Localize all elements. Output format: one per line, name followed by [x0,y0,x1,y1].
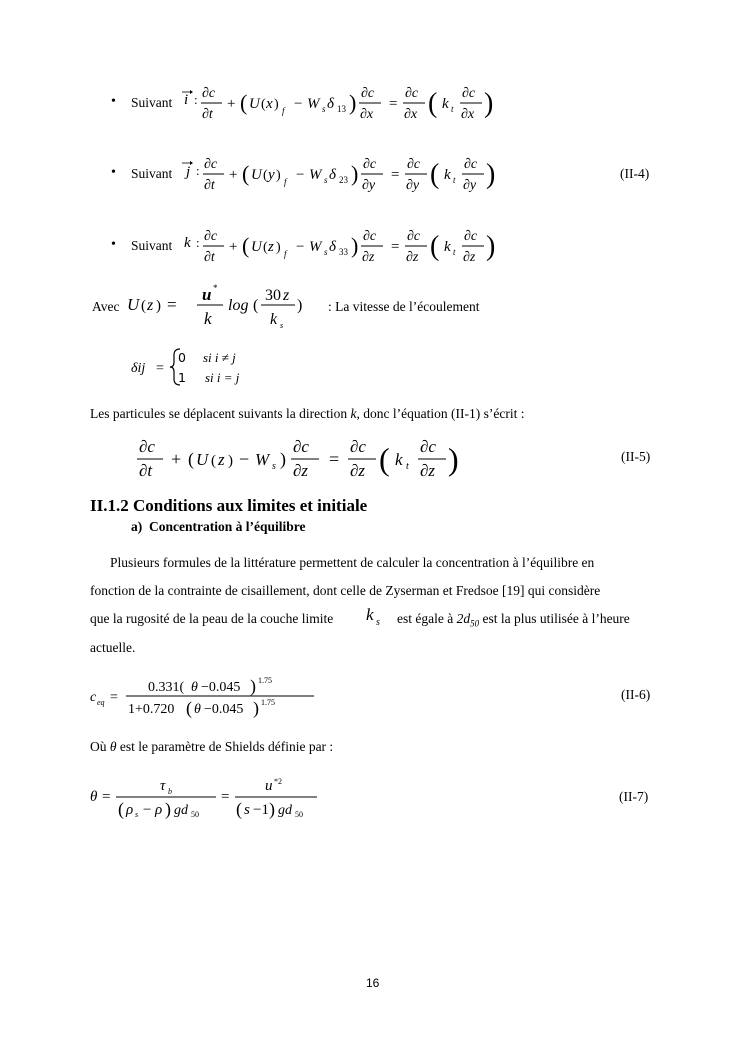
svg-text:=: = [110,690,118,705]
svg-text:=: = [391,239,400,255]
delta-row2-value: 1 [178,370,186,385]
svg-text:k: k [184,235,191,251]
svg-text:∂c: ∂c [462,86,476,101]
svg-text:(: ( [186,698,192,718]
svg-text:33: 33 [339,247,348,257]
svg-text:s: s [280,321,284,330]
svg-text:∂c: ∂c [361,86,375,101]
svg-text:k: k [442,96,449,112]
svg-text:): ) [269,799,275,819]
svg-text:=: = [102,789,111,805]
svg-text:(: ( [263,240,268,255]
svg-text:s: s [324,175,328,185]
shields-text-theta: θ [109,739,117,754]
equation-number: (II-6) [621,687,651,702]
particles-text-end: , donc l’équation (II-1) s’écrit : [356,406,525,421]
svg-text:): ) [351,161,359,186]
svg-text:): ) [250,676,256,696]
svg-text:∂c: ∂c [464,157,478,172]
svg-text:k: k [270,311,278,328]
ks-symbol [360,604,390,630]
svg-text:W: W [307,96,320,112]
svg-text:i: i [184,92,189,108]
section-title: II.1.2 Conditions aux limites et initiale [90,496,368,515]
svg-text::: : [196,235,200,250]
svg-text:∂y: ∂y [463,178,477,193]
equation-ii-5 [133,436,513,480]
shields-text [90,740,333,754]
svg-text:W: W [255,450,270,469]
svg-text:z: z [218,450,225,469]
svg-text:z: z [268,239,274,255]
svg-text:(: ( [261,97,266,112]
svg-text:δ: δ [329,167,336,183]
particles-text-k: k [350,406,357,421]
svg-text:+: + [229,167,238,183]
delta-lhs: δij [131,361,146,376]
paragraph-line-2: fonction de la contrainte de cisaillement, dont celle de Zyserman et Fredsoe [19] qui considère [90,583,601,598]
svg-text:U: U [251,239,262,255]
avec-description: : La vitesse de l’écoulement [328,299,480,314]
svg-text:−: − [294,96,303,112]
paragraph-line-3-end [397,612,630,629]
svg-text:f: f [284,249,287,259]
svg-text:): ) [276,168,281,183]
paragraph-line-3a: que la rugosité de la peau de la couche limite [90,611,334,626]
svg-text:c: c [90,690,97,705]
paragraph-line-3c: 2d [456,611,471,626]
svg-text:30: 30 [265,287,281,304]
svg-text:+: + [229,239,238,255]
svg-text:): ) [253,698,259,718]
svg-text:k: k [444,167,451,183]
svg-text:gd: gd [278,803,292,818]
svg-text:ρ: ρ [126,802,134,818]
svg-text:): ) [228,453,233,469]
svg-text:y: y [268,167,275,183]
svg-text:log: log [228,297,249,314]
particles-text [90,407,524,421]
svg-text:θ: θ [194,702,201,717]
svg-text:s: s [244,802,250,818]
svg-text:t: t [453,175,456,185]
svg-text:k: k [366,605,374,624]
svg-text:∂c: ∂c [202,86,216,101]
equation-k [180,225,540,269]
paragraph-line-3 [90,612,333,626]
svg-text:t: t [453,247,456,257]
delta-row1-condition: si i ≠ j [203,350,236,365]
svg-text:U: U [196,450,209,469]
svg-text:∂z: ∂z [293,461,309,480]
subsection-title: a) Concentration à l’équilibre [131,519,306,534]
svg-text:): ) [276,240,281,255]
svg-text:∂x: ∂x [461,107,475,122]
svg-text:∂z: ∂z [420,461,436,480]
svg-text:(: ( [430,159,440,190]
svg-text:=: = [167,295,177,314]
svg-text:23: 23 [339,175,348,185]
svg-text:∂t: ∂t [204,178,215,193]
svg-text:U: U [127,295,140,314]
svg-text:x: x [266,96,273,112]
svg-text::: : [194,92,198,107]
svg-text:): ) [484,88,494,119]
svg-text:∂c: ∂c [407,157,421,172]
svg-text:): ) [486,159,496,190]
svg-text:=: = [329,449,340,469]
svg-text:∂t: ∂t [139,461,153,480]
svg-text:0.331(: 0.331( [148,680,185,695]
svg-text:∂y: ∂y [362,178,376,193]
svg-text:∂c: ∂c [405,86,419,101]
svg-text:(: ( [428,88,438,119]
page-number: 16 [366,976,380,990]
equation-number: (II-5) [621,449,651,464]
paragraph-line-1: Plusieurs formules de la littérature permettent de calculer la concentration à l’équilibre en [110,555,595,570]
bullet-label: Suivant [131,95,173,110]
equation-ii-7 [88,774,328,820]
svg-text:=: = [389,96,398,112]
svg-text:(: ( [263,168,268,183]
svg-text:∂z: ∂z [350,461,366,480]
svg-text:): ) [274,97,279,112]
shields-text-a: Où [90,739,107,754]
svg-text:): ) [165,799,171,819]
svg-text:∂c: ∂c [293,437,309,456]
svg-text:∂x: ∂x [404,107,418,122]
svg-text:∂t: ∂t [204,250,215,265]
svg-text:t: t [406,461,409,472]
svg-text:∂z: ∂z [362,250,375,265]
svg-text:s: s [324,247,328,257]
svg-text:U: U [251,167,262,183]
svg-text:(: ( [430,231,440,262]
svg-text:1.75: 1.75 [261,698,275,707]
svg-text:*: * [213,283,218,293]
svg-text:∂c: ∂c [363,229,377,244]
svg-text:+: + [227,96,236,112]
equation-i [180,82,540,126]
svg-text:eq: eq [97,698,105,707]
equation-j [180,153,540,197]
svg-text:−0.045: −0.045 [204,702,244,717]
svg-text:∂y: ∂y [406,178,420,193]
svg-text:∂z: ∂z [463,250,476,265]
svg-text:f: f [282,106,285,116]
svg-text:∂z: ∂z [406,250,419,265]
svg-text:*2: *2 [274,777,282,786]
svg-text:(: ( [253,297,259,314]
svg-text:t: t [451,104,454,114]
bullet-dot: • [111,94,116,109]
svg-text:s: s [135,810,139,819]
svg-text:f: f [284,177,287,187]
svg-text:1+0.720: 1+0.720 [128,702,175,717]
equation-number: (II-7) [619,789,649,804]
svg-text:k: k [444,239,451,255]
svg-text:b: b [168,787,172,796]
svg-text:−1: −1 [253,802,269,818]
svg-text:δ: δ [329,239,336,255]
svg-text:∂c: ∂c [420,437,436,456]
svg-text:−: − [143,802,152,818]
paragraph-line-3d: 50 [470,618,480,629]
svg-text:k: k [204,309,212,328]
shields-text-b: est le paramètre de Shields définie par : [119,739,334,754]
svg-text:(: ( [242,161,250,186]
svg-text:=: = [391,167,400,183]
svg-text:−: − [296,239,305,255]
svg-text:j: j [186,164,191,180]
delta-row1-value: 0 [178,350,186,365]
svg-text:∂c: ∂c [350,437,366,456]
svg-text:(: ( [242,233,250,258]
bullet-label: Suivant [131,166,173,181]
svg-text:50: 50 [191,810,199,819]
svg-text::: : [196,163,200,178]
svg-text:13: 13 [337,104,346,114]
svg-text:θ: θ [191,680,198,695]
svg-text:∂x: ∂x [360,107,374,122]
svg-text:(: ( [141,298,146,314]
svg-text:∂c: ∂c [204,157,218,172]
svg-text:z: z [283,287,290,304]
paragraph-line-4: actuelle. [90,640,136,655]
svg-text:): ) [448,441,459,477]
delta-equals: = [156,361,164,376]
svg-text:50: 50 [295,810,303,819]
svg-text:): ) [351,233,359,258]
svg-text:τ: τ [160,778,166,794]
svg-text:(: ( [188,449,194,469]
bullet-label: Suivant [131,238,173,253]
svg-text:θ: θ [90,789,98,805]
svg-text:z: z [147,297,154,314]
svg-text:gd: gd [174,803,188,818]
svg-text:k: k [395,450,403,469]
avec-word: Avec [92,299,120,314]
bullet-dot: • [111,237,116,252]
svg-text:(: ( [240,90,248,115]
svg-text:−: − [239,449,250,469]
svg-text:−0.045: −0.045 [201,680,241,695]
svg-text:u: u [202,285,212,304]
svg-text:W: W [309,239,322,255]
svg-text:): ) [486,231,496,262]
bullet-dot: • [111,165,116,180]
svg-text:): ) [349,90,357,115]
equation-ii-6 [88,674,328,720]
svg-text:): ) [297,297,303,314]
svg-text:s: s [272,461,276,472]
equation-velocity [125,282,325,332]
svg-text:): ) [280,449,286,469]
svg-text:s: s [376,617,380,628]
svg-text:(: ( [236,799,242,819]
svg-text:(: ( [211,453,216,469]
svg-text:−: − [296,167,305,183]
svg-text:ρ: ρ [155,802,163,818]
svg-text:u: u [265,778,273,794]
svg-text:∂c: ∂c [139,437,155,456]
paragraph-line-3b: est égale à [397,611,454,626]
svg-text:s: s [322,104,326,114]
svg-text:∂c: ∂c [407,229,421,244]
equation-number: (II-4) [620,166,650,181]
svg-text:∂c: ∂c [464,229,478,244]
svg-text:): ) [156,298,161,314]
particles-text-a: Les particules se déplacent suivants la direction [90,406,348,421]
svg-text:(: ( [118,799,124,819]
svg-text:=: = [221,789,230,805]
svg-text:+: + [171,449,182,469]
svg-text:(: ( [379,441,390,477]
svg-text:∂c: ∂c [363,157,377,172]
svg-text:∂t: ∂t [202,107,213,122]
svg-text:W: W [309,167,322,183]
svg-text:∂c: ∂c [204,229,218,244]
svg-text:U: U [249,96,260,112]
svg-text:δ: δ [327,96,334,112]
delta-row2-condition: si i = j [205,370,240,385]
paragraph-line-3e: est la plus utilisée à l’heure [482,611,630,626]
svg-text:1.75: 1.75 [258,676,272,685]
